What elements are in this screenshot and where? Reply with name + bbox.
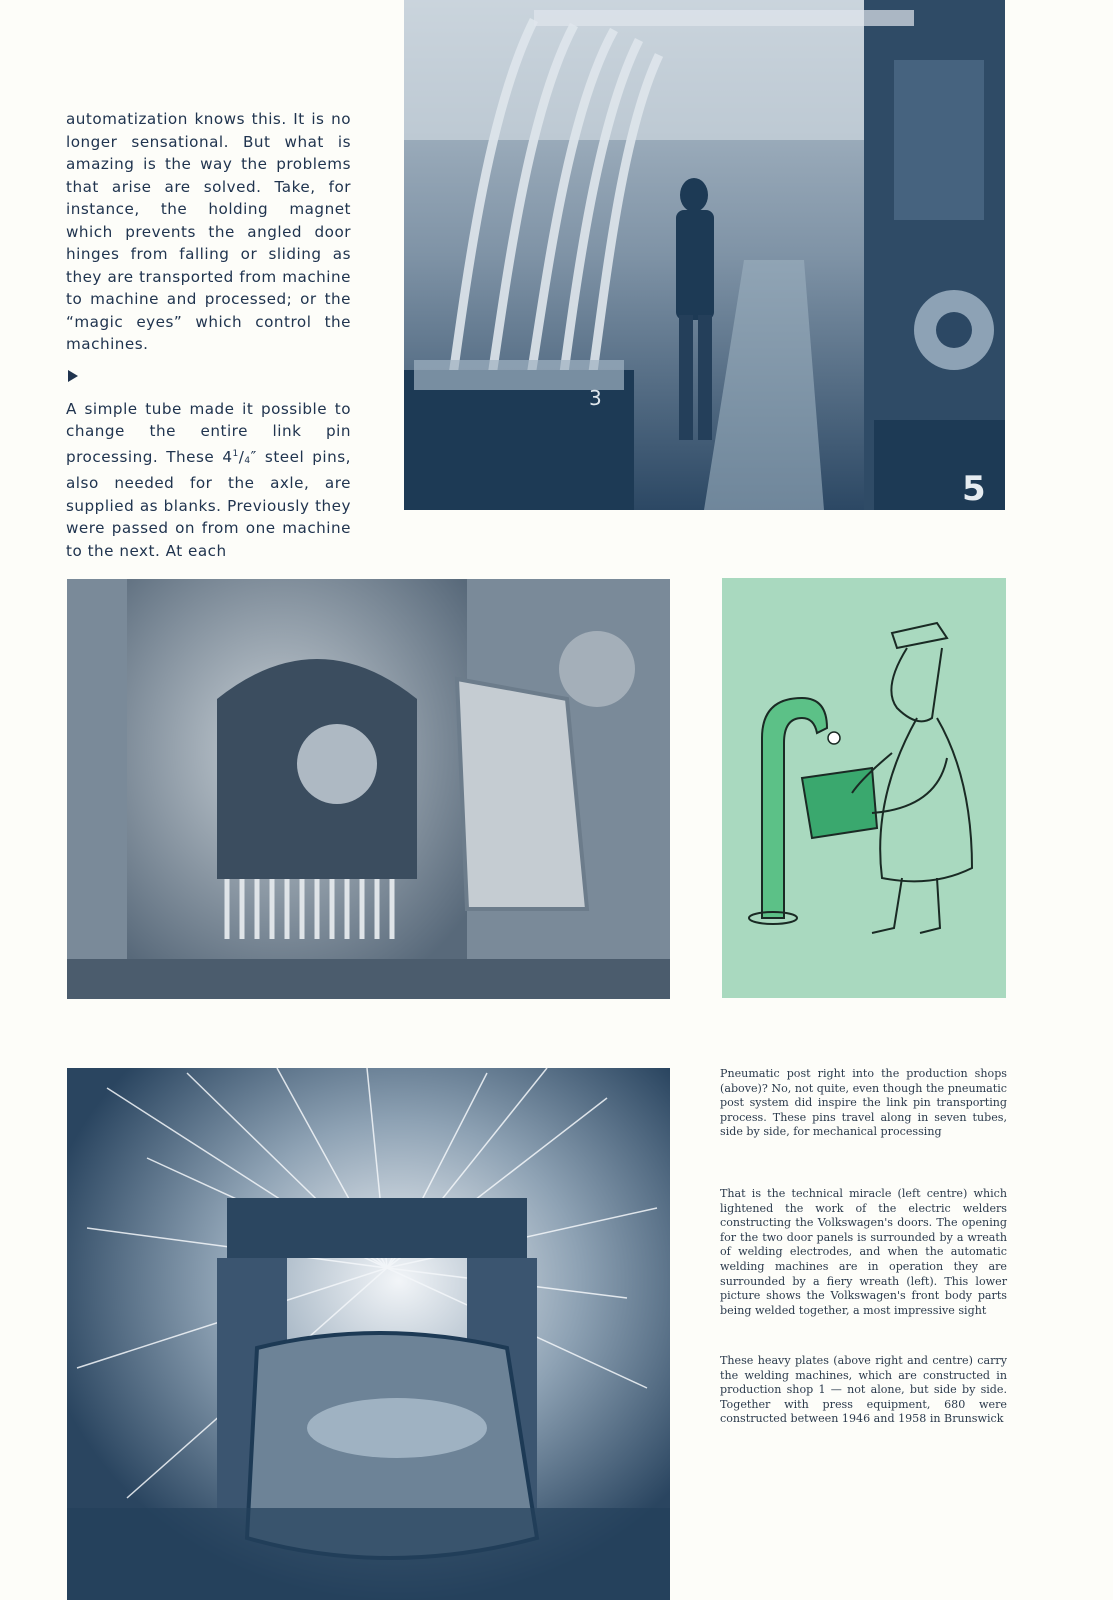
caption-pneumatic-post: Pneumatic post right into the production shops (above)? No, not quite, even though the pneumatic post system did inspire the link pin transporting process. These pins travel along in seven tubes, side by side, for mechanical processing [720, 1067, 1007, 1139]
fraction-numerator: 1 [232, 448, 239, 459]
photo-factory-tube-line [404, 0, 1005, 510]
continue-arrow-icon [68, 370, 78, 382]
body-paragraph-2-end: steel pins, also needed for the axle, are supplied as blanks. Previously they were passed on from one machine to the next. At each [66, 447, 351, 560]
bin-number-3: 3 [589, 386, 602, 410]
body-paragraph-2-start: A simple tube made it possible to change the entire link pin processing. These 4 [66, 399, 351, 466]
caption-heavy-plates: These heavy plates (above right and centre) carry the welding machines, which are constructed in production shop 1 — not alone, but side by side. Together with press equipment, 680 were constructed between 1946 and 1958 in Brunswick [720, 1354, 1007, 1426]
inch-mark: ″ [250, 447, 257, 466]
illustration-pneumatic-post-cartoon [722, 578, 1006, 998]
bin-number-5: 5 [962, 469, 986, 509]
fraction-denominator: 4 [244, 455, 251, 466]
photo-welding-machine [67, 579, 670, 999]
body-text-column [66, 108, 351, 562]
body-paragraph-2: A simple tube made it possible to change the entire link pin processing. These $4^1/4''$ steel pins, also needed for the axle, are supplied as blanks. Previously they were passed on from one machine to the next. At each [66, 399, 351, 560]
body-paragraph-1: automatization knows this. It is no longer sensational. But what is amazing is the way the problems that arise are solved. Take, for instance, the holding magnet which prevents the angled door hinges from falling or sliding as they are transported from machine to machine and processed; or the “magic eyes” which control the machines. [66, 110, 351, 353]
photo-body-welding-sparks [67, 1068, 670, 1600]
caption-technical-miracle: That is the technical miracle (left centre) which lightened the work of the electric welders constructing the Volkswagen's doors. The opening for the two door panels is surrounded by a wreath of welding electrodes, and when the automatic welding machines are in operation they are surrounded by a fiery wreath (left). This lower picture shows the Volkswagen's front body parts being welded together, a most impressive sight [720, 1187, 1007, 1317]
